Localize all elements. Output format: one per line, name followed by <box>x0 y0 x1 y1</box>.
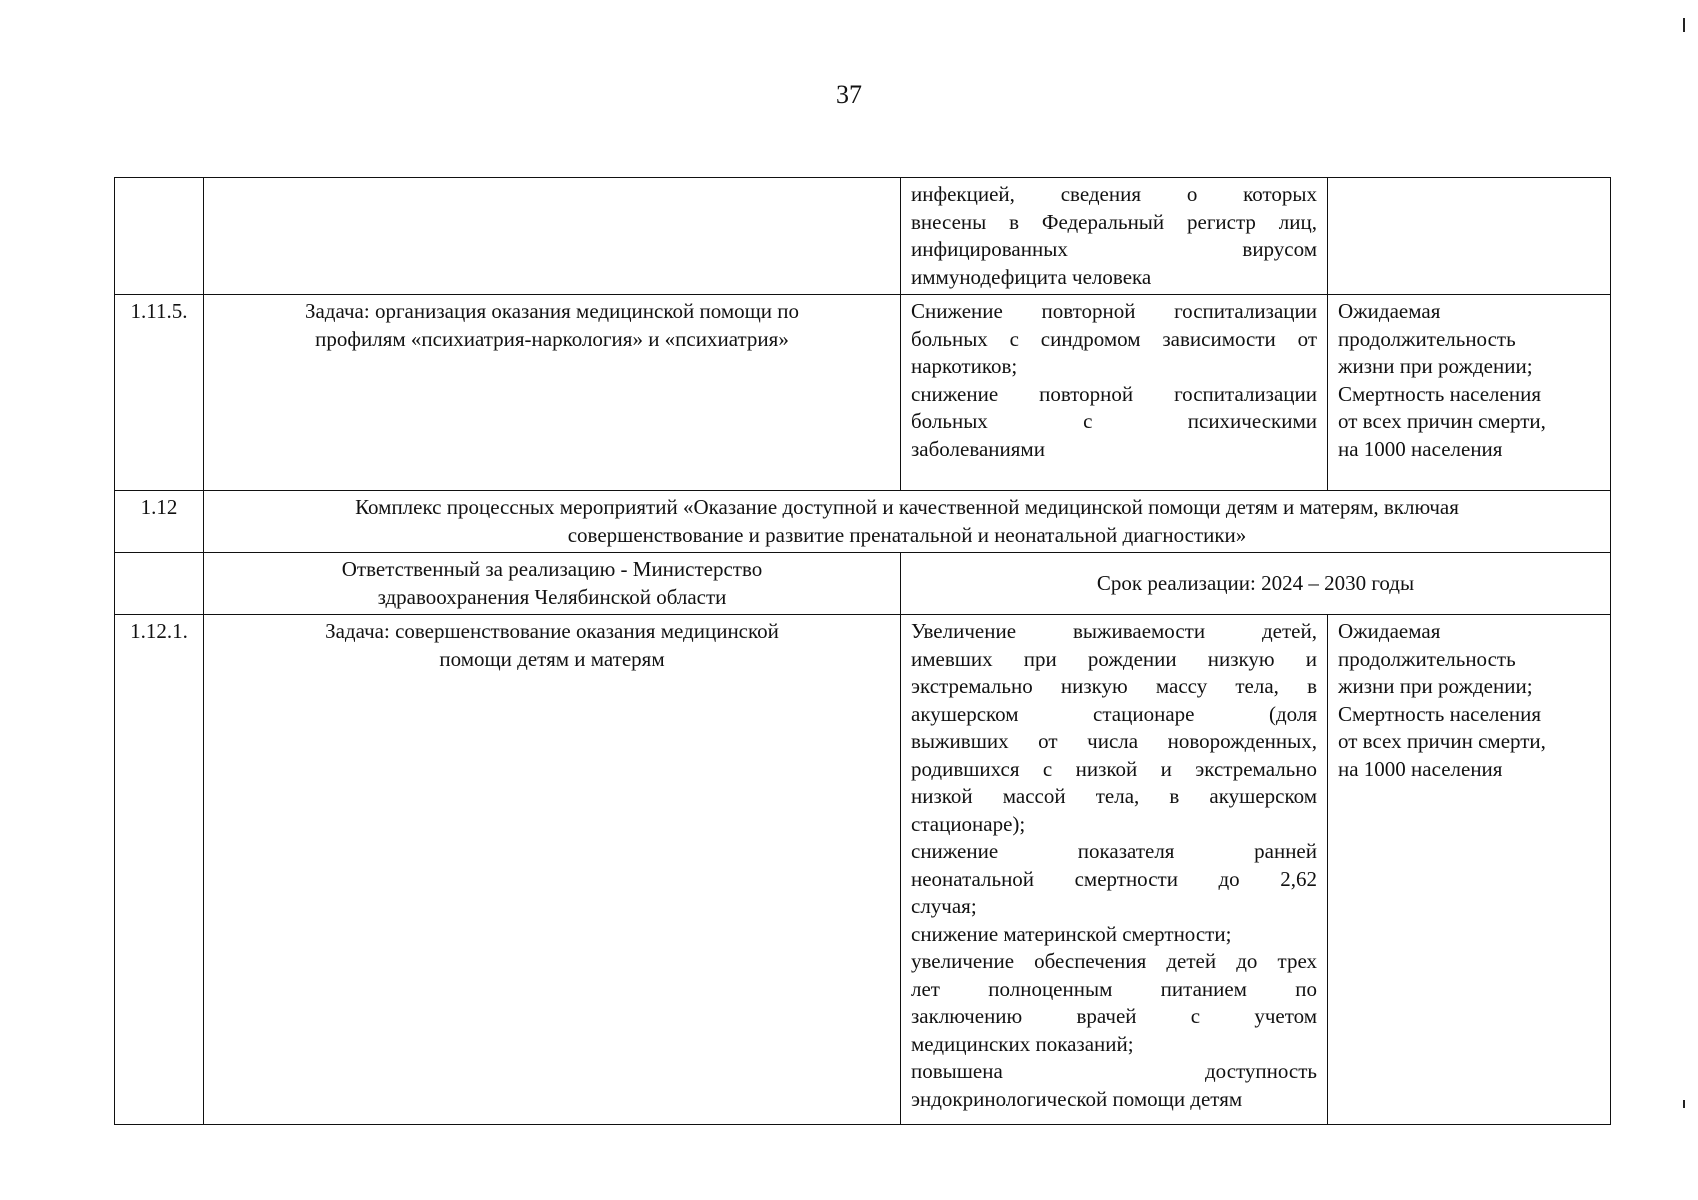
result-line: выживших от числа новорожденных, <box>911 729 1317 753</box>
result-line: снижение материнской смертности; <box>911 921 1232 946</box>
indicator-line: продолжительность <box>1338 326 1516 351</box>
table-row-1-12-1 <box>115 615 1611 1125</box>
task-cell <box>204 615 901 1125</box>
indicator-line: Ожидаемая <box>1338 299 1441 323</box>
result-line: инфекцией, сведения о которых <box>911 182 1317 206</box>
table-row-1-11-5 <box>115 295 1611 491</box>
indicator-line: от всех причин смерти, <box>1338 729 1546 753</box>
table-row-1-12 <box>115 491 1611 553</box>
indicator-line: Смертность населения <box>1338 381 1541 406</box>
result-line: неонатальной смертности до 2,62 <box>911 866 1317 891</box>
task-line: помощи детям и матерям <box>439 646 665 671</box>
row-number: 1.12.1. <box>115 615 204 1125</box>
result-line: снижение показателя ранней <box>911 839 1317 863</box>
indicator-cell <box>1328 295 1611 491</box>
result-line: родившихся с низкой и экстремально <box>911 756 1317 781</box>
result-line: повышена доступность <box>911 1059 1317 1083</box>
task-cell <box>204 295 901 491</box>
indicator-line: от всех причин смерти, <box>1338 409 1546 433</box>
row-number-cell <box>115 178 204 295</box>
result-line: эндокринологической помощи детям <box>911 1086 1243 1111</box>
term-text: Срок реализации: 2024 – 2030 годы <box>1096 570 1415 595</box>
indicator-line: на 1000 населения <box>1338 436 1503 461</box>
result-line: Снижение повторной госпитализации <box>911 299 1317 323</box>
row-number: 1.11.5. <box>115 295 204 491</box>
result-line: инфицированных вирусом <box>911 237 1317 261</box>
program-table <box>114 177 1611 1125</box>
task-cell <box>204 178 901 295</box>
page-number: 37 <box>836 80 862 109</box>
complex-title-line: совершенствование и развитие пренатальной и неонатальной диагностики» <box>567 522 1247 547</box>
result-cell <box>901 178 1328 295</box>
result-cell <box>901 295 1328 491</box>
scan-edge-mark <box>1683 18 1685 32</box>
complex-title-line: Комплекс процессных мероприятий «Оказание доступной и качественной медицинской помощи детям и матерям, включая <box>355 495 1459 519</box>
result-cell <box>901 615 1328 1125</box>
row-number-cell <box>115 553 204 615</box>
result-line: заболеваниями <box>911 436 1045 461</box>
task-line: профилям «психиатрия-наркология» и «психиатрия» <box>315 326 789 351</box>
result-line: экстремально низкую массу тела, в <box>911 674 1317 698</box>
indicator-line: на 1000 населения <box>1338 756 1503 781</box>
result-line: имевших при рождении низкую и <box>911 646 1317 671</box>
indicator-line: жизни при рождении; <box>1338 354 1533 378</box>
indicator-cell <box>1328 615 1611 1125</box>
responsible-line: Ответственный за реализацию - Министерство <box>341 557 763 581</box>
result-line: больных с психическими <box>911 409 1317 433</box>
indicator-line: Ожидаемая <box>1338 619 1441 643</box>
task-line: Задача: совершенствование оказания медицинской <box>325 619 779 643</box>
result-line: наркотиков; <box>911 354 1018 378</box>
row-number: 1.12 <box>115 491 204 553</box>
result-line: заключению врачей с учетом <box>911 1004 1317 1028</box>
term-cell <box>901 553 1611 615</box>
table-row-responsible <box>115 553 1611 615</box>
indicator-cell <box>1328 178 1611 295</box>
result-line: акушерском стационаре (доля <box>911 701 1317 726</box>
indicator-line: жизни при рождении; <box>1338 674 1533 698</box>
result-line: снижение повторной госпитализации <box>911 381 1317 406</box>
result-line: низкой массой тела, в акушерском <box>911 784 1317 808</box>
task-line: Задача: организация оказания медицинской помощи по <box>304 299 800 323</box>
result-line: Увеличение выживаемости детей, <box>911 619 1317 643</box>
result-line: лет полноценным питанием по <box>911 976 1317 1001</box>
indicator-line: Смертность населения <box>1338 701 1541 726</box>
complex-title-cell <box>204 491 1611 553</box>
responsible-line: здравоохранения Челябинской области <box>377 584 727 609</box>
scan-edge-mark <box>1683 1100 1685 1108</box>
result-line: иммунодефицита человека <box>911 264 1152 289</box>
result-line: внесены в Федеральный регистр лиц, <box>911 209 1317 234</box>
indicator-line: продолжительность <box>1338 646 1516 671</box>
table-row-continuation <box>115 178 1611 295</box>
result-line: случая; <box>911 894 977 918</box>
result-line: увеличение обеспечения детей до трех <box>911 949 1317 973</box>
result-line: медицинских показаний; <box>911 1031 1134 1056</box>
result-line: больных с синдромом зависимости от <box>911 326 1317 351</box>
responsible-cell <box>204 553 901 615</box>
result-line: стационаре); <box>911 811 1026 836</box>
